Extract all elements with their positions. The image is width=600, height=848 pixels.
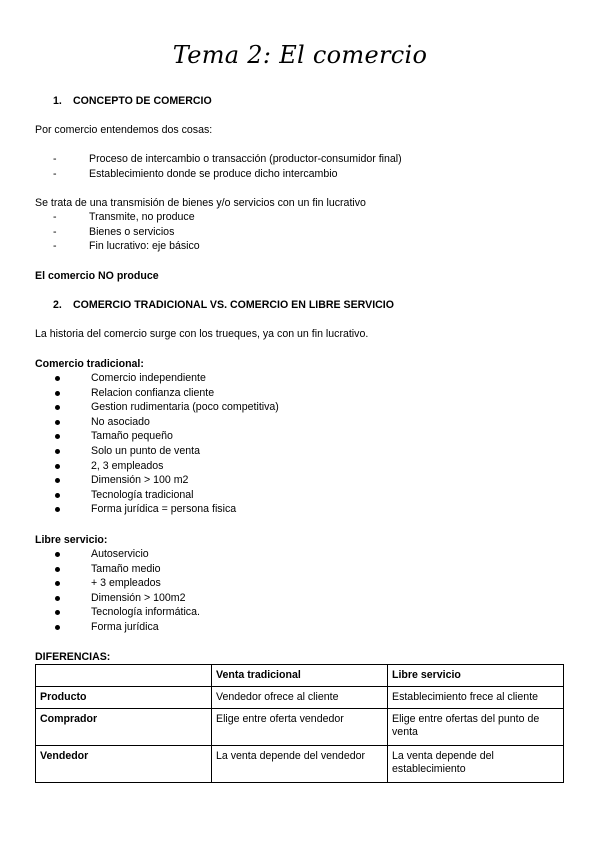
- list-item: 2, 3 empleados: [55, 459, 279, 474]
- table-header-cell: Venta tradicional: [212, 665, 388, 687]
- selfservice-label: Libre servicio:: [35, 534, 108, 546]
- table-row-label: Producto: [36, 687, 212, 709]
- traditional-label: Comercio tradicional:: [35, 358, 144, 370]
- table-row: [36, 746, 564, 783]
- list-item: Autoservicio: [55, 547, 200, 562]
- table-header-row: [36, 665, 564, 687]
- section-1-number: 1.: [53, 95, 62, 107]
- table-cell: Elige entre ofertas del punto de venta: [388, 709, 564, 746]
- bullet-icon: [55, 552, 60, 557]
- bullet-icon: [55, 625, 60, 630]
- table-header-cell: Libre servicio: [388, 665, 564, 687]
- list-item: Dimensión > 100 m2: [55, 473, 279, 488]
- list-item: No asociado: [55, 415, 279, 430]
- list-item: Tecnología tradicional: [55, 488, 279, 503]
- section-1-heading: [53, 94, 212, 109]
- table-cell: Establecimiento frece al cliente: [388, 687, 564, 709]
- bullet-icon: [55, 391, 60, 396]
- differences-table: [35, 664, 564, 783]
- table-cell: Vendedor ofrece al cliente: [212, 687, 388, 709]
- section-2-heading: [53, 298, 394, 313]
- list-item: Tecnología informática.: [55, 605, 200, 620]
- list-item: - Bienes o servicios: [53, 225, 175, 238]
- list-item: Gestion rudimentaria (poco competitiva): [55, 400, 279, 415]
- bullet-icon: [55, 567, 60, 572]
- list-item: Tamaño pequeño: [55, 429, 279, 444]
- selfservice-list: [55, 547, 200, 635]
- section-1-intro-2: Se trata de una transmisión de bienes y/o servicios con un fin lucrativo: [35, 197, 366, 209]
- differences-label: DIFERENCIAS:: [35, 651, 111, 663]
- bullet-icon: [55, 581, 60, 586]
- list-item: + 3 empleados: [55, 576, 200, 591]
- section-1-list: [53, 152, 402, 181]
- section-2-title: COMERCIO TRADICIONAL VS. COMERCIO EN LIBRE SERVICIO: [73, 299, 394, 311]
- bullet-icon: [55, 507, 60, 512]
- bullet-icon: [55, 420, 60, 425]
- list-item: Comercio independiente: [55, 371, 279, 386]
- traditional-list: [55, 371, 279, 517]
- bullet-icon: [55, 405, 60, 410]
- table-header-cell: [36, 665, 212, 687]
- section-2-number: 2.: [53, 299, 62, 311]
- dash-marker: -: [53, 211, 57, 223]
- list-item: Dimensión > 100m2: [55, 591, 200, 606]
- list-item: - Fin lucrativo: eje básico: [53, 240, 200, 253]
- dash-marker: -: [53, 240, 57, 253]
- dash-marker: -: [53, 153, 57, 165]
- dash-marker: -: [53, 167, 57, 180]
- list-item: - Establecimiento donde se produce dicho intercambio: [53, 167, 338, 180]
- table-row-label: Comprador: [36, 709, 212, 746]
- bullet-icon: [55, 596, 60, 601]
- section-1-list-2: [53, 210, 200, 254]
- section-1-intro: Por comercio entendemos dos cosas:: [35, 124, 213, 136]
- bullet-icon: [55, 449, 60, 454]
- list-item: - Transmite, no produce: [53, 211, 195, 223]
- bullet-icon: [55, 493, 60, 498]
- list-item: Forma jurídica = persona fisica: [55, 502, 279, 517]
- table-cell: La venta depende del vendedor: [212, 746, 388, 783]
- list-item: Relacion confianza cliente: [55, 386, 279, 401]
- bullet-icon: [55, 376, 60, 381]
- list-item: Forma jurídica: [55, 620, 200, 635]
- table-row: [36, 687, 564, 709]
- list-item: Solo un punto de venta: [55, 444, 279, 459]
- bullet-icon: [55, 464, 60, 469]
- list-item: - Proceso de intercambio o transacción (productor-consumidor final): [53, 153, 402, 165]
- bullet-icon: [55, 434, 60, 439]
- section-1-conclusion: El comercio NO produce: [35, 270, 159, 282]
- section-2-intro: La historia del comercio surge con los trueques, ya con un fin lucrativo.: [35, 328, 369, 340]
- bullet-icon: [55, 610, 60, 615]
- table-row-label: Vendedor: [36, 746, 212, 783]
- table-cell: La venta depende del establecimiento: [388, 746, 564, 783]
- list-item: Tamaño medio: [55, 562, 200, 577]
- page-title: Tema 2: El comercio: [172, 41, 428, 69]
- table-cell: Elige entre oferta vendedor: [212, 709, 388, 746]
- section-1-title: CONCEPTO DE COMERCIO: [73, 95, 212, 107]
- table-row: [36, 709, 564, 746]
- bullet-icon: [55, 478, 60, 483]
- dash-marker: -: [53, 225, 57, 238]
